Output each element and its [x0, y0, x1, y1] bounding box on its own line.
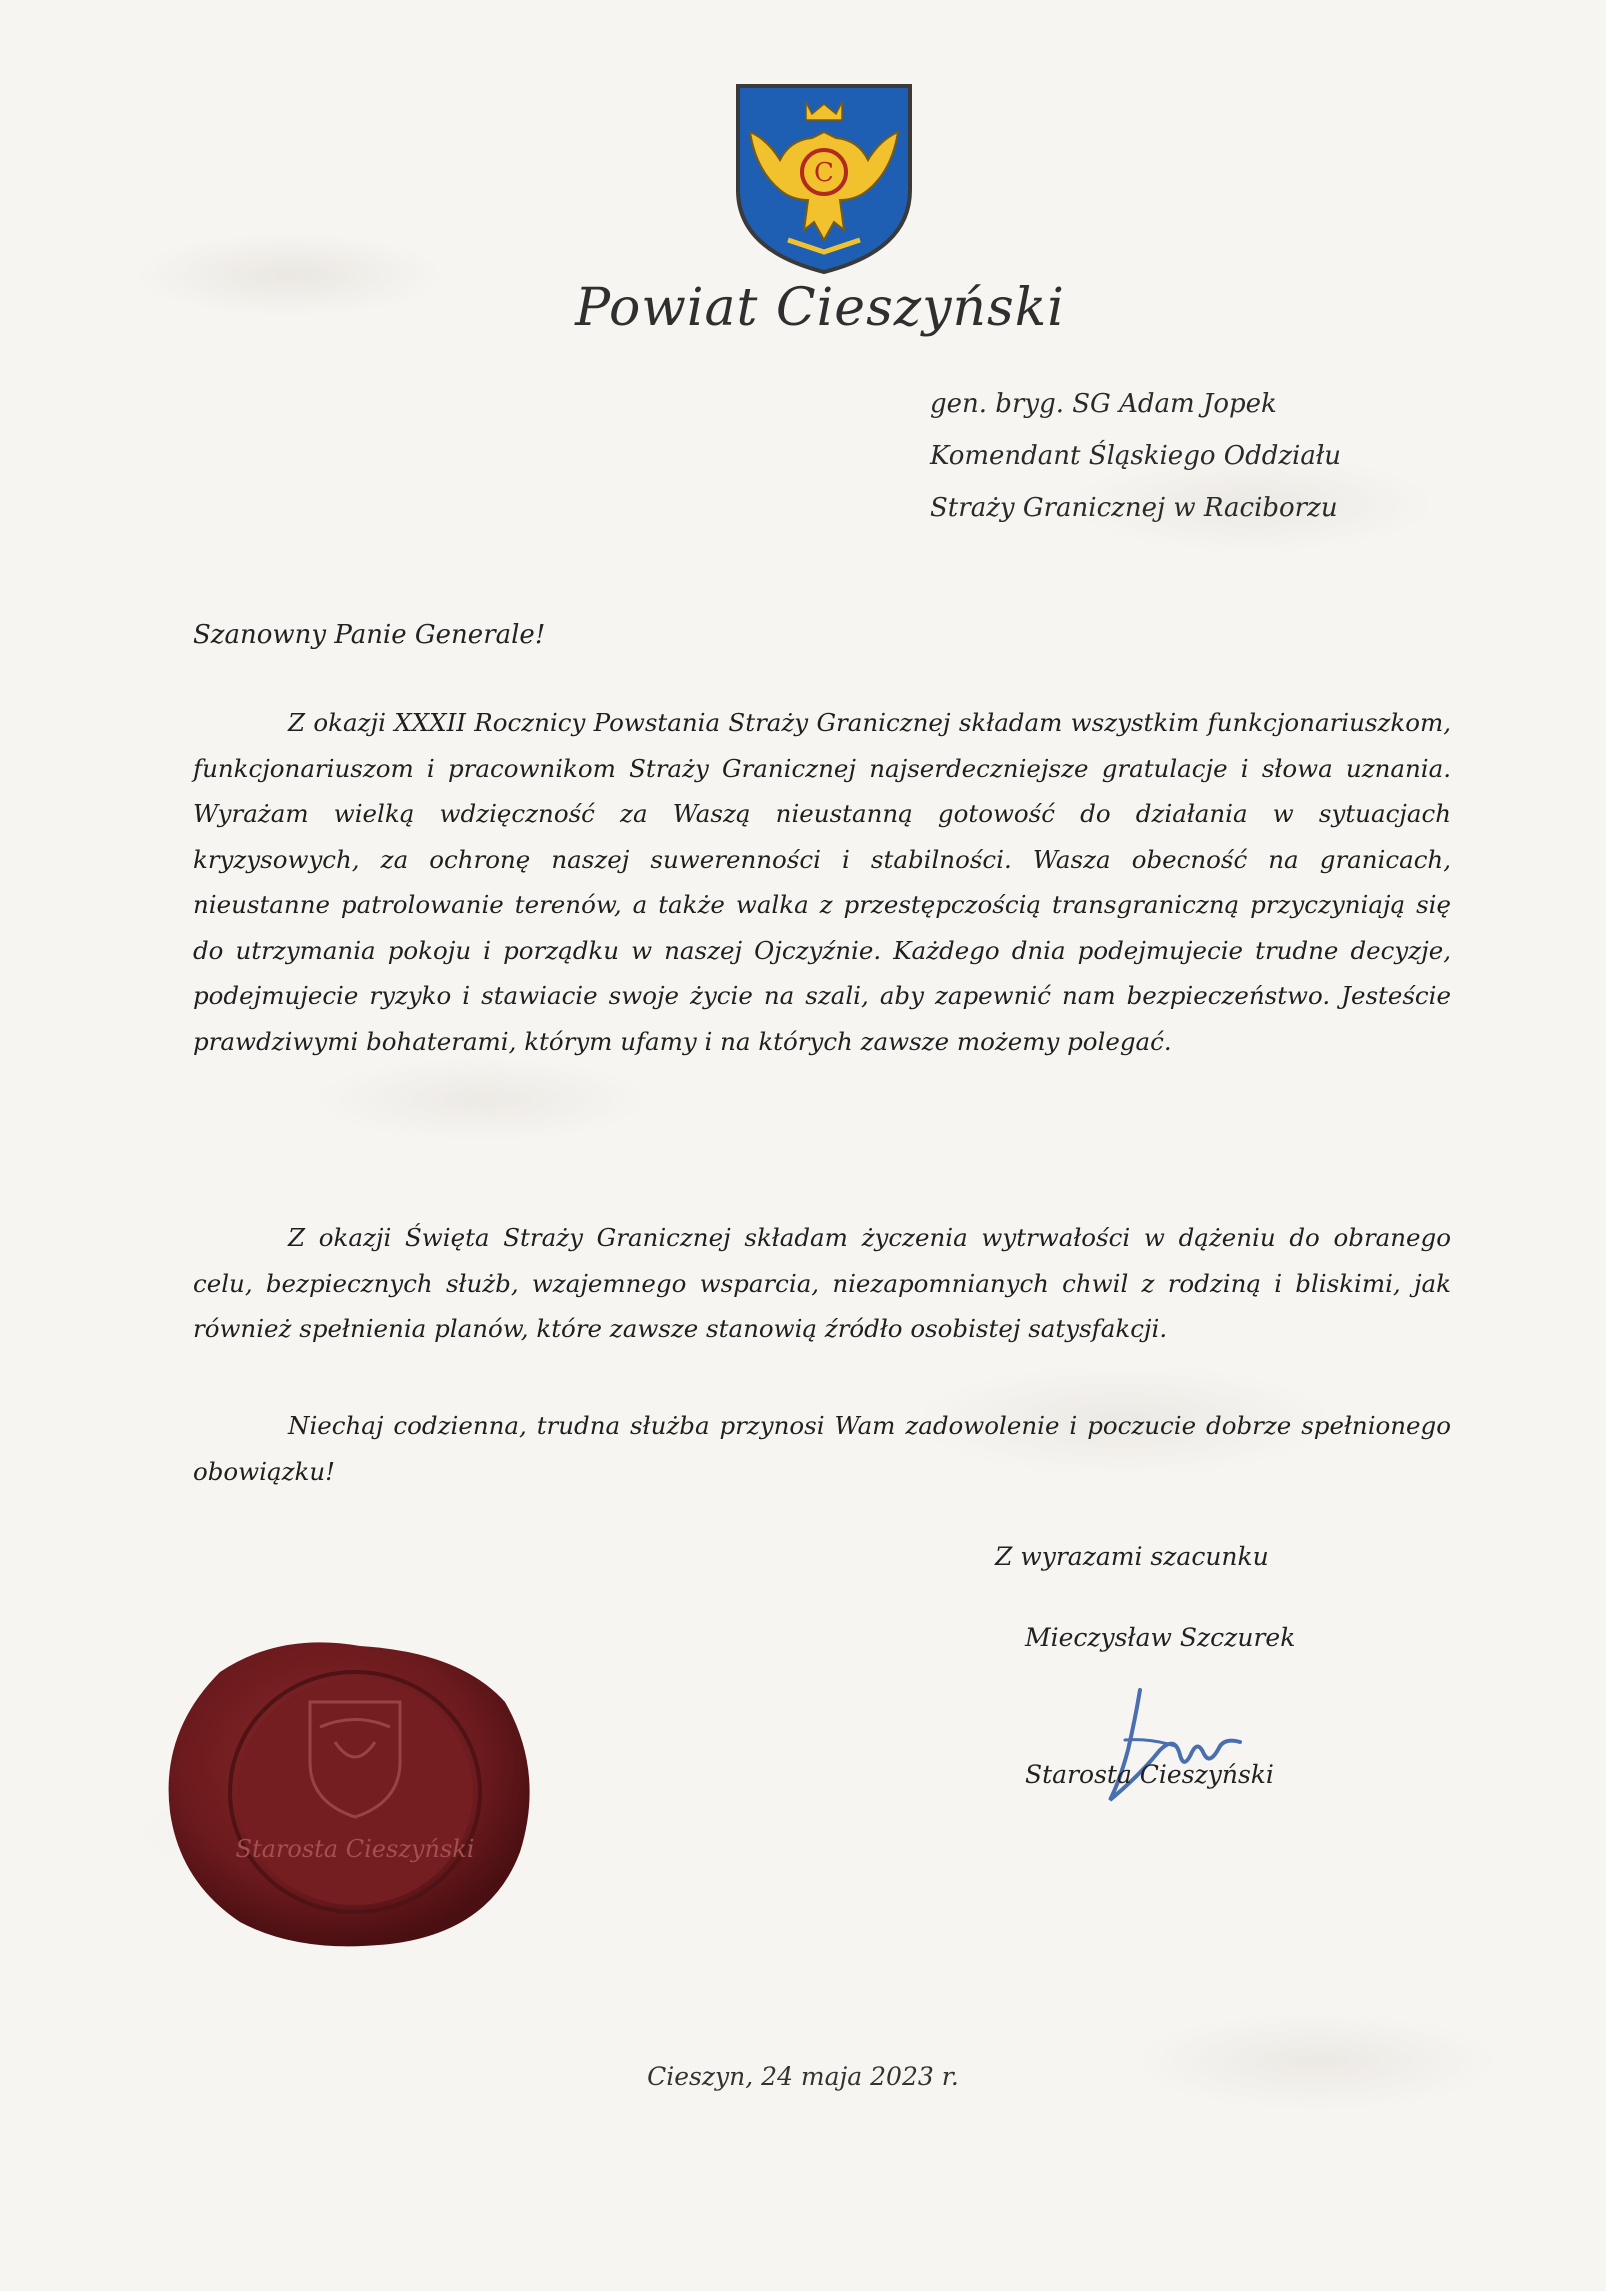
body-paragraph-2: Z okazji Święta Straży Granicznej składam życzenia wytrwałości w dążeniu do obranego celu, bezpiecznych służb, wzajemnego wsparcia, niezapomnianych chwil z rodziną i bliskimi, jak również spełnienia planów, które zawsze stanowią źródło osobistej satysfakcji.: [193, 1223, 1451, 1343]
letterhead-title: Powiat Cieszyński: [575, 278, 1065, 338]
place-and-date: Cieszyn, 24 maja 2023 r.: [647, 2062, 959, 2091]
recipient-position: Komendant Śląskiego Oddziału: [930, 441, 1342, 471]
greeting: Szanowny Panie Generale!: [193, 620, 546, 650]
recipient-name: gen. bryg. SG Adam Jopek: [930, 389, 1277, 419]
coat-of-arms-eagle-icon: [728, 80, 920, 276]
recipient-block: [930, 378, 1430, 534]
handwritten-signature-icon: [1080, 1680, 1250, 1815]
signer-name: Mieczysław Szczurek: [1025, 1623, 1296, 1652]
body-paragraph-1: Z okazji XXXII Rocznicy Powstania Straży Granicznej składam wszystkim funkcjonariuszkom, funkcjonariuszom i pracownikom Straży Granicznej najserdeczniejsze gratulacje i słowa uznania. Wyrażam wielką wdzięczność za Waszą nieustanną gotowość do działania w sytuacjach kryzysowych, za ochronę naszej suwerenności i stabilności. Wasza obecność na granicach, nieustanne patrolowanie terenów, a także walka z przestępczością transgraniczną przyczyniają się do utrzymania pokoju i porządku w naszej Ojczyźnie. Każdego dnia podejmujecie trudne decyzje, podejmujecie ryzyko i stawiacie swoje życie na szali, aby zapewnić nam bezpieczeństwo. Jesteście prawdziwymi bohaterami, którym ufamy i na których zawsze możemy polegać.: [193, 708, 1451, 1056]
wax-seal-icon: [160, 1632, 545, 1952]
signer-title: Starosta Cieszyński: [1025, 1760, 1274, 1789]
seal-inscription: Starosta Cieszyński: [235, 1835, 475, 1863]
svg-text:C: C: [814, 158, 834, 188]
closing-salutation: Z wyrazami szacunku: [995, 1542, 1269, 1571]
body-paragraph-3: Niechaj codzienna, trudna służba przynosi Wam zadowolenie i poczucie dobrze spełnionego obowiązku!: [193, 1411, 1451, 1486]
recipient-unit: Straży Granicznej w Raciborzu: [930, 493, 1338, 523]
